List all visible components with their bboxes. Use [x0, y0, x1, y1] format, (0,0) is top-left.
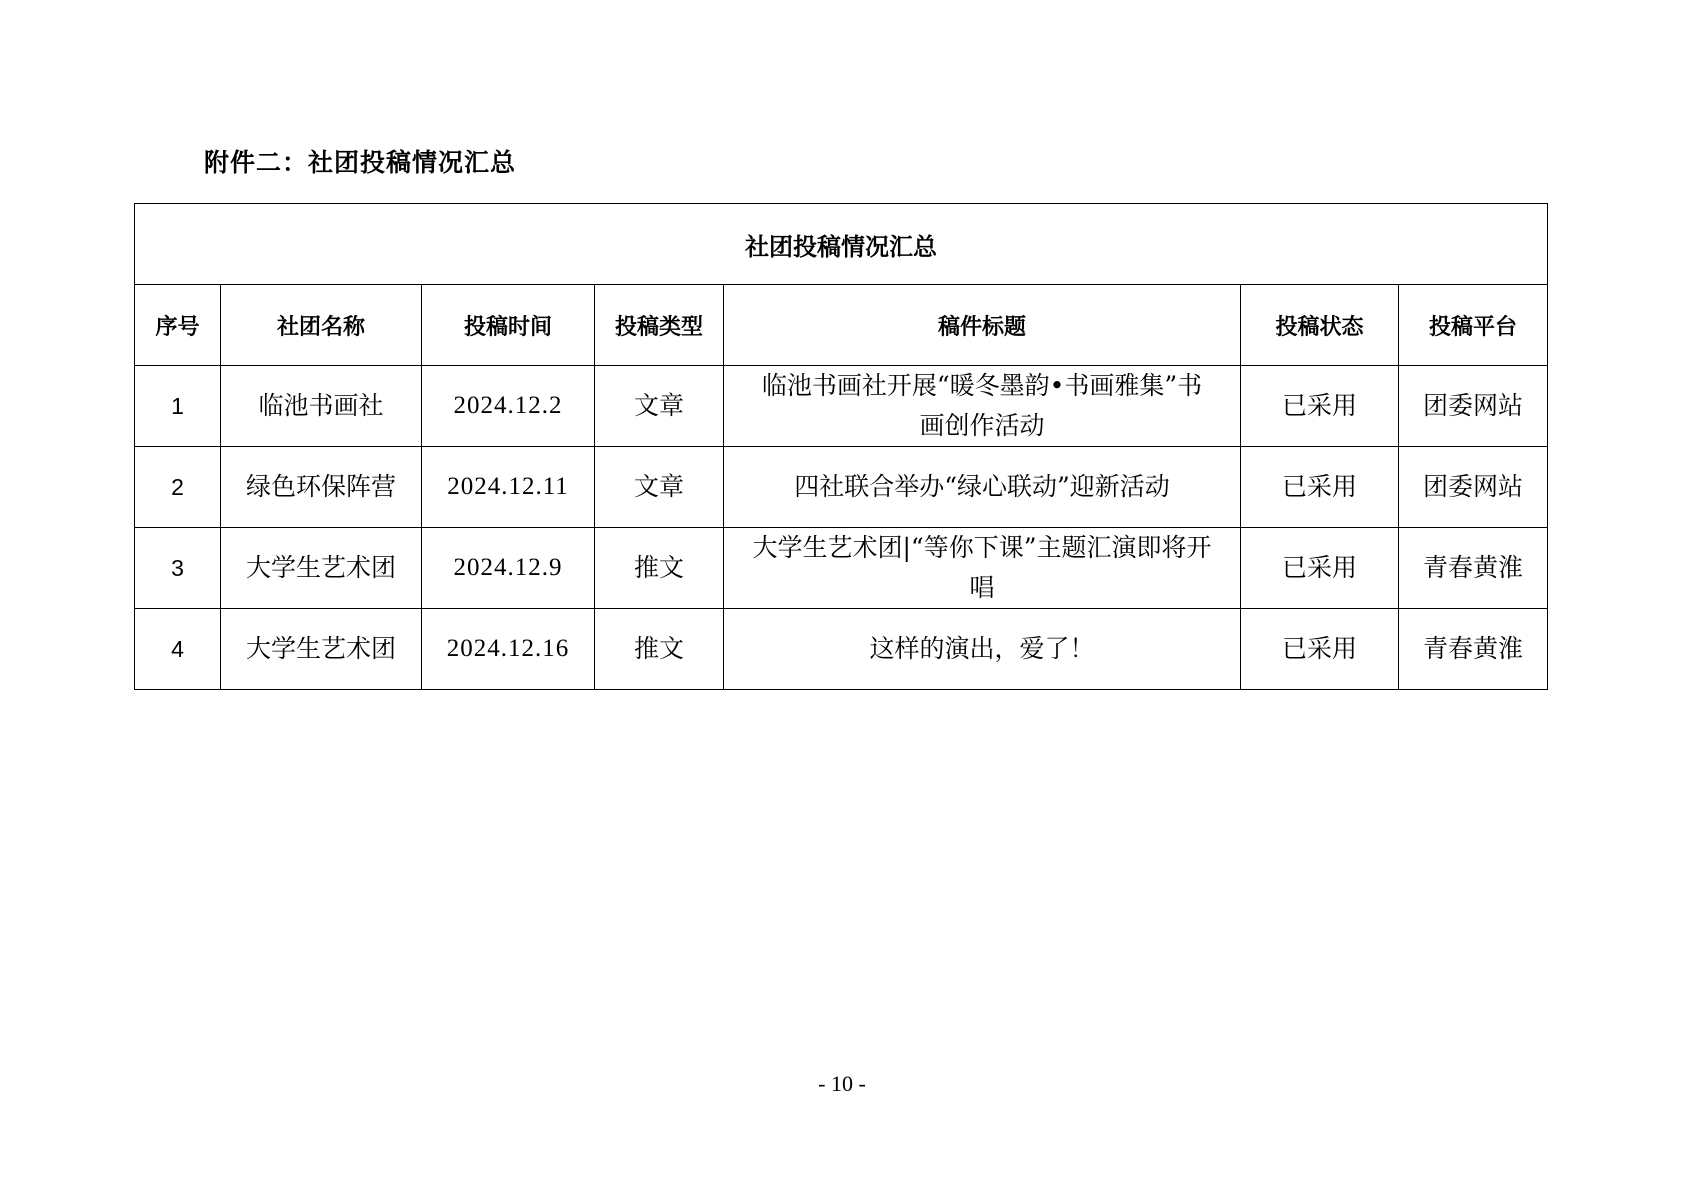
table-caption-row: [135, 204, 1548, 285]
cell-club-name: 绿色环保阵营: [221, 447, 422, 528]
cell-submit-date: 2024.12.16: [422, 609, 595, 690]
column-header-submit-status: 投稿状态: [1241, 285, 1399, 366]
cell-submit-status: 已采用: [1241, 366, 1399, 447]
cell-index: 3: [135, 528, 221, 609]
column-header-submit-date: 投稿时间: [422, 285, 595, 366]
cell-index: 2: [135, 447, 221, 528]
table-header-row: [135, 285, 1548, 366]
table-row: [135, 366, 1548, 447]
cell-article-title: 这样的演出，爱了！: [724, 609, 1241, 690]
table-row: [135, 609, 1548, 690]
cell-submit-status: 已采用: [1241, 447, 1399, 528]
cell-submit-type: 推文: [595, 609, 724, 690]
cell-platform: 团委网站: [1399, 366, 1548, 447]
cell-article-title: 四社联合举办“绿心联动”迎新活动: [724, 447, 1241, 528]
cell-submit-date: 2024.12.11: [422, 447, 595, 528]
column-header-club-name: 社团名称: [221, 285, 422, 366]
cell-submit-type: 文章: [595, 366, 724, 447]
cell-index: 4: [135, 609, 221, 690]
table-caption: 社团投稿情况汇总: [135, 204, 1548, 285]
cell-platform: 青春黄淮: [1399, 609, 1548, 690]
cell-submit-type: 文章: [595, 447, 724, 528]
column-header-submit-type: 投稿类型: [595, 285, 724, 366]
submission-summary-table: [134, 203, 1548, 690]
cell-club-name: 临池书画社: [221, 366, 422, 447]
cell-platform: 团委网站: [1399, 447, 1548, 528]
table-row: [135, 447, 1548, 528]
cell-submit-date: 2024.12.9: [422, 528, 595, 609]
column-header-platform: 投稿平台: [1399, 285, 1548, 366]
cell-index: 1: [135, 366, 221, 447]
cell-submit-status: 已采用: [1241, 528, 1399, 609]
cell-club-name: 大学生艺术团: [221, 609, 422, 690]
cell-article-title: 大学生艺术团|“等你下课”主题汇演即将开唱: [724, 528, 1241, 609]
cell-platform: 青春黄淮: [1399, 528, 1548, 609]
column-header-index: 序号: [135, 285, 221, 366]
table-row: [135, 528, 1548, 609]
page-number: - 10 -: [818, 1071, 866, 1096]
cell-club-name: 大学生艺术团: [221, 528, 422, 609]
cell-article-title: 临池书画社开展“暖冬墨韵•书画雅集”书画创作活动: [724, 366, 1241, 447]
document-heading: 附件二：社团投稿情况汇总: [204, 148, 517, 177]
cell-submit-date: 2024.12.2: [422, 366, 595, 447]
column-header-article-title: 稿件标题: [724, 285, 1241, 366]
cell-submit-type: 推文: [595, 528, 724, 609]
cell-submit-status: 已采用: [1241, 609, 1399, 690]
